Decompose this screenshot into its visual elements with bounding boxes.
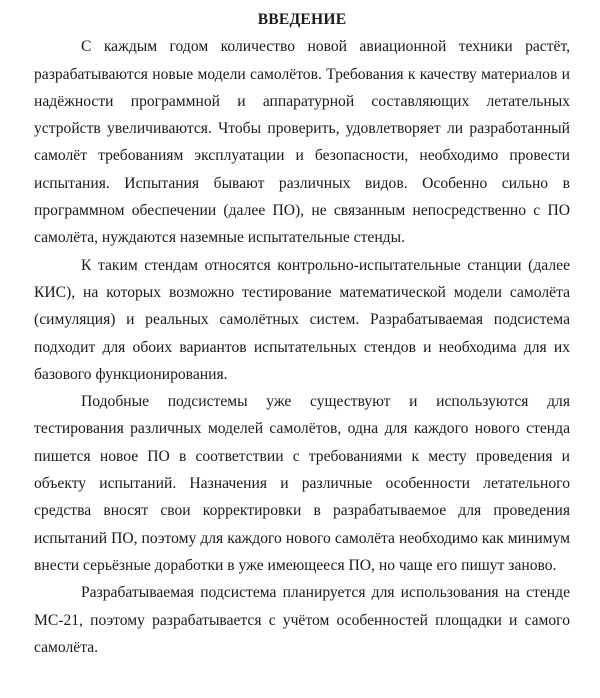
paragraph-2: К таким стендам относятся контрольно-испытательные станции (далее КИС), на которых возможно тестирование математической модели самолёта (симуляция) и реальных самолётных систем. Разрабатываемая подсистема подходит для обоих вариантов испытательных стендов и необходима для их базового функционирования. xyxy=(34,256,570,383)
paragraph-1: С каждым годом количество новой авиационной техники растёт, разрабатываются новые модели самолётов. Требования к качеству материалов и надёжности программной и аппаратурной составляющих летательных устройств увеличиваются. Чтобы проверить, удовлетворяет ли разработанный самолёт требованиям эксплуатации и безопасности, необходимо провести испытания. Испытания бывают различных видов. Особенно сильно в программном обеспечении (далее ПО), не связанным непосредственно с ПО самолёта, нуждаются наземные испытательные стенды. xyxy=(34,38,570,247)
paragraph-3: Подобные подсистемы уже существуют и используются для тестирования различных моделей самолётов, одна для каждого нового стенда пишется новое ПО в соответствии с требованиями к месту проведения и объекту испытаний. Назначения и различные особенности летательного средства вносят свои корректировки в разрабатываемое для проведения испытаний ПО, поэтому для каждого нового самолёта необходимо как минимум внести серьёзные доработки в уже имеющееся ПО, но чаще его пишут заново. xyxy=(34,393,570,574)
document-title: ВВЕДЕНИЕ xyxy=(257,11,347,28)
paragraph-4: Разрабатываемая подсистема планируется для использования на стенде МС-21, поэтому разрабатывается с учётом особенностей площадки и самого самолёта. xyxy=(34,584,570,656)
